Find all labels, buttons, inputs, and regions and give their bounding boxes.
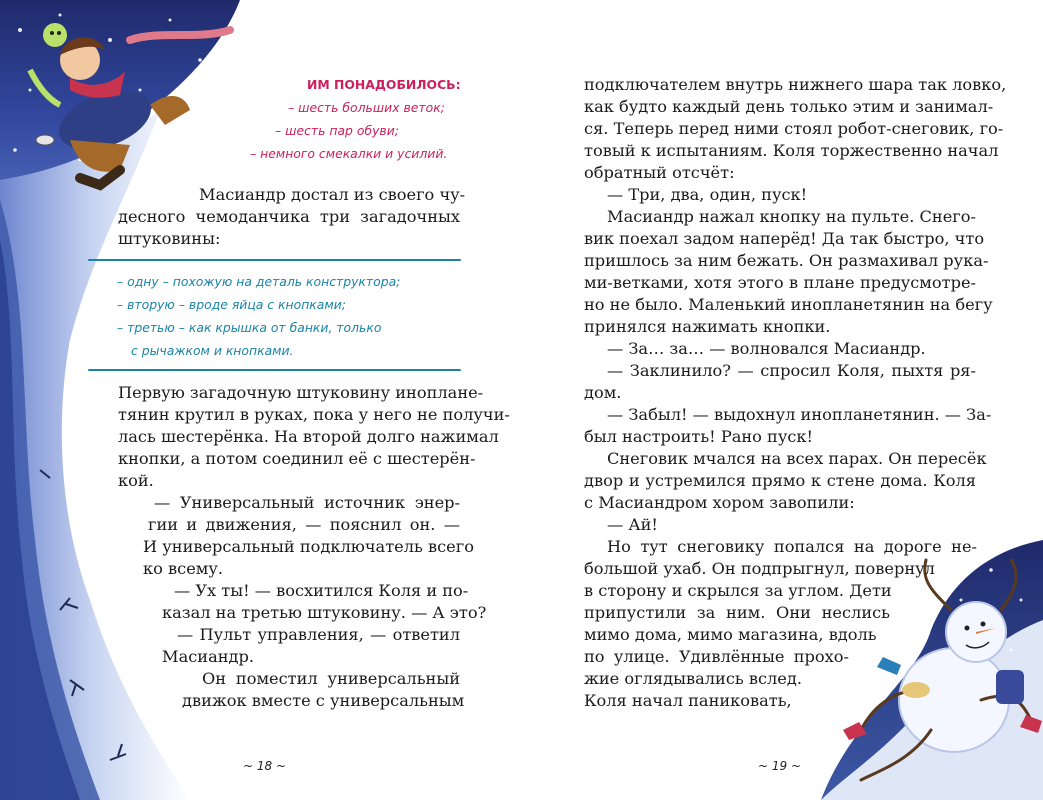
text-line: штуковины: xyxy=(118,229,221,248)
text-line: — Заклинило? — спросил Коля, пыхтя ря- xyxy=(607,361,976,380)
text-line: ся. Теперь перед ними стоял робот-снеговик, го- xyxy=(584,119,1004,138)
text-line: но не было. Маленький инопланетянин на бегу xyxy=(584,295,993,314)
text-line: кой. xyxy=(118,471,154,490)
text-line: вик поехал задом наперёд! Да так быстро, что xyxy=(584,229,985,248)
body-text-left-narrow xyxy=(143,492,474,580)
text-line: — Забыл! — выдохнул инопланетянин. — За- xyxy=(607,405,992,424)
list-item: – одну – похожую на деталь конструктора; xyxy=(117,274,401,289)
text-line: — Три, два, один, пуск! xyxy=(607,185,808,204)
text-line: Коля начал паниковать, xyxy=(584,691,792,710)
text-line: мимо дома, мимо магазина, вдоль xyxy=(584,625,877,644)
list-rule-top xyxy=(88,259,461,261)
text-line: Снеговик мчался на всех парах. Он пересёк xyxy=(607,449,987,468)
text-line: припустили за ним. Они неслись xyxy=(584,603,890,622)
text-line: жие оглядывались вслед. xyxy=(584,669,802,688)
text-line: большой ухаб. Он подпрыгнул, повернул xyxy=(584,559,935,578)
text-line: Масиандр нажал кнопку на пульте. Снего- xyxy=(607,207,976,226)
text-line: в сторону и скрылся за углом. Дети xyxy=(584,581,892,600)
list-rule-bottom xyxy=(88,369,461,371)
text-line: Масиандр. xyxy=(162,647,254,666)
page-number-right: ~ 19 ~ xyxy=(758,759,802,773)
text-line: по улице. Удивлённые прохо- xyxy=(584,647,849,666)
text-line: — Универсальный источник энер- xyxy=(154,493,460,512)
text-line: — Ай! xyxy=(607,515,658,534)
list-item: с рычажком и кнопками. xyxy=(131,343,294,358)
text-line: принялся нажимать кнопки. xyxy=(584,317,831,336)
text-line: обратный отсчёт: xyxy=(584,163,735,182)
left-page xyxy=(0,0,521,800)
text-line: десного чемоданчика три загадочных xyxy=(118,207,460,226)
text-line: ми-ветками, хотя этого в плане предусмотре- xyxy=(584,273,976,292)
text-line: с Масиандром хором завопили: xyxy=(584,493,855,512)
intro-paragraph-cont xyxy=(118,206,460,250)
text-line: тянин крутил в руках, пока у него не получи- xyxy=(118,405,510,424)
text-line: Он поместил универсальный xyxy=(202,669,460,688)
text-line: кнопки, а потом соединил её с шестерён- xyxy=(118,449,476,468)
text-line: дом. xyxy=(584,383,622,402)
right-page xyxy=(521,0,1043,800)
list-item: – третью – как крышка от банки, только xyxy=(117,320,382,335)
list-item: – вторую – вроде яйца с кнопками; xyxy=(117,297,346,312)
text-line: как будто каждый день только этим и занимал- xyxy=(584,97,994,116)
text-line: ко всему. xyxy=(143,559,224,578)
needs-item: – шесть больших веток; xyxy=(288,100,445,115)
body-text-left xyxy=(118,382,510,492)
body-text-left-narrow3 xyxy=(182,668,465,712)
text-line: — За… за… — волновался Масиандр. xyxy=(607,339,926,358)
text-line: Первую загадочную штуковину инопланe- xyxy=(118,383,484,402)
text-line: был настроить! Рано пуск! xyxy=(584,427,814,446)
text-line: — Ух ты! — восхитился Коля и по- xyxy=(174,581,469,600)
text-line: гии и движения, — пояснил он. — xyxy=(148,515,460,534)
needs-item: – немного смекалки и усилий. xyxy=(250,146,448,161)
needs-item: – шесть пар обуви; xyxy=(275,123,399,138)
text-line: Но тут снеговику попался на дороге не- xyxy=(607,537,977,556)
body-text-right-narrow2 xyxy=(584,558,935,712)
text-line: подключателем внутрь нижнего шара так ловко, xyxy=(584,75,1007,94)
text-line: двор и устремился прямо к стене дома. Коля xyxy=(584,471,976,490)
intro-paragraph xyxy=(164,184,466,206)
needs-box-title: ИМ ПОНАДОБИЛОСЬ: xyxy=(307,77,461,92)
text-line: движок вместе с универсальным xyxy=(182,691,465,710)
body-text-left-narrow2 xyxy=(162,580,487,668)
text-line: И универсальный подключатель всего xyxy=(143,537,474,556)
text-line: товый к испытаниям. Коля торжественно начал xyxy=(584,141,999,160)
text-line: Масиандр достал из своего чу- xyxy=(199,185,466,204)
text-line: лась шестерёнка. На второй долго нажимал xyxy=(118,427,499,446)
body-text-right xyxy=(584,74,1007,536)
text-line: пришлось за ним бежать. Он размахивал рука- xyxy=(584,251,989,270)
page-number-left: ~ 18 ~ xyxy=(243,759,287,773)
text-line: казал на третью штуковину. — А это? xyxy=(162,603,487,622)
text-line: — Пульт управления, — ответил xyxy=(177,625,460,644)
body-text-right-narrow xyxy=(584,536,977,558)
